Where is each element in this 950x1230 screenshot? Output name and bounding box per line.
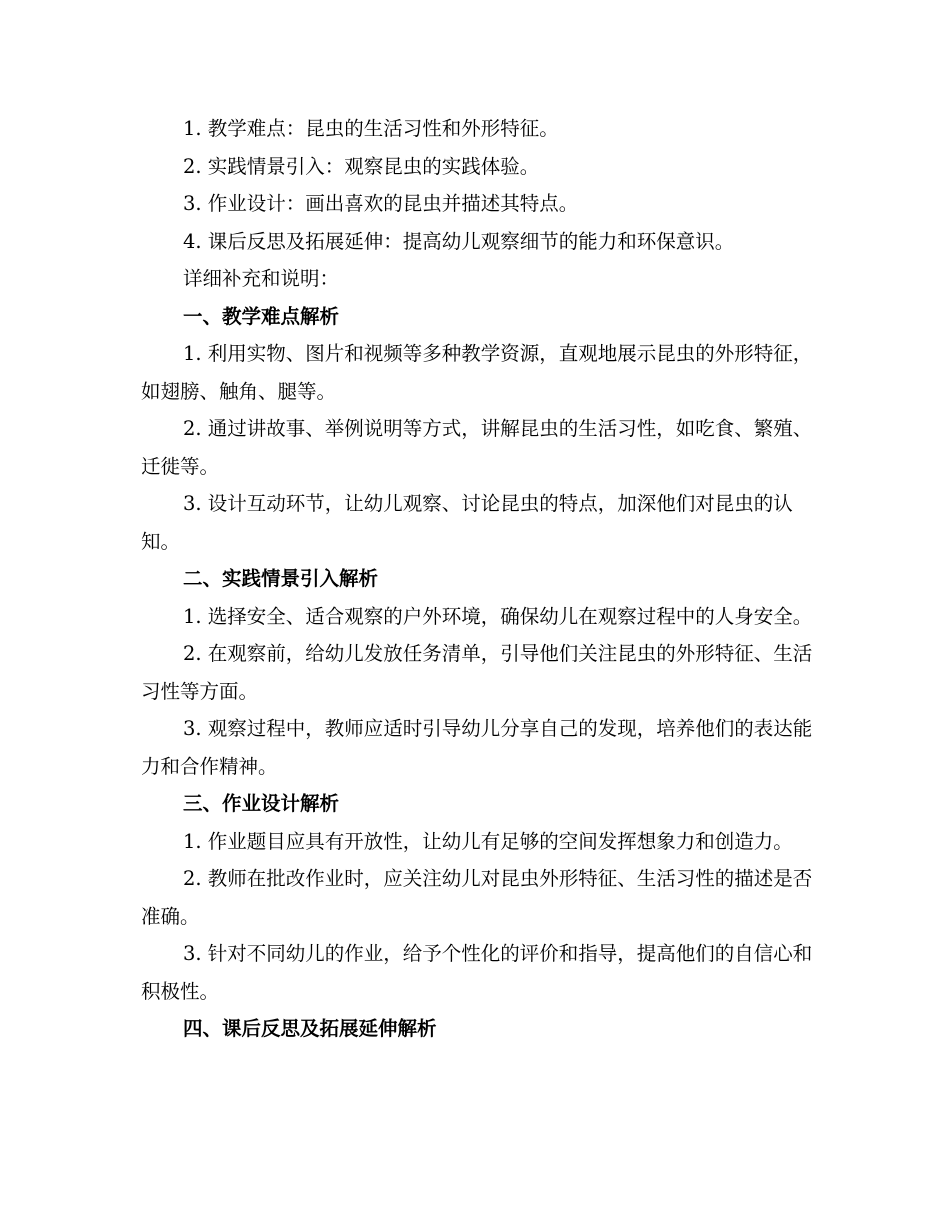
document-body — [141, 110, 813, 1048]
section-heading-2: 二、实践情景引入解析 — [183, 567, 379, 590]
intro-text: 详细补充和说明： — [183, 267, 340, 290]
section-heading-1: 一、教学难点解析 — [183, 304, 340, 328]
summary-item-2: 2. 实践情景引入：观察昆虫的实践体验。 — [183, 154, 540, 178]
section-heading-3: 三、作业设计解析 — [183, 792, 340, 815]
section-3-paragraph-3: 3. 针对不同幼儿的作业，给予个性化的评价和指导，提高他们的自信心和积极性。 — [141, 942, 813, 1003]
section-2-paragraph-2: 2. 在观察前，给幼儿发放任务清单，引导他们关注昆虫的外形特征、生活习性等方面。 — [141, 642, 813, 703]
summary-item-4: 4. 课后反思及拓展延伸：提高幼儿观察细节的能力和环保意识。 — [183, 229, 735, 253]
section-2-paragraph-3: 3. 观察过程中，教师应适时引导幼儿分享自己的发现，培养他们的表达能力和合作精神。 — [141, 717, 813, 778]
section-heading-4: 四、课后反思及拓展延伸解析 — [183, 1017, 437, 1040]
section-3-paragraph-2: 2. 教师在批改作业时，应关注幼儿对昆虫外形特征、生活习性的描述是否准确。 — [141, 867, 813, 928]
section-1-paragraph-2: 2. 通过讲故事、举例说明等方式，讲解昆虫的生活习性，如吃食、繁殖、迁徙等。 — [141, 417, 813, 478]
section-1-paragraph-3: 3. 设计互动环节，让幼儿观察、讨论昆虫的特点，加深他们对昆虫的认知。 — [141, 492, 793, 553]
section-3-paragraph-1: 1. 作业题目应具有开放性，让幼儿有足够的空间发挥想象力和创造力。 — [183, 829, 793, 853]
section-1-paragraph-1: 1. 利用实物、图片和视频等多种教学资源，直观地展示昆虫的外形特征，如翅膀、触角、腿等。 — [141, 342, 813, 403]
section-2-paragraph-1: 1. 选择安全、适合观察的户外环境，确保幼儿在观察过程中的人身安全。 — [183, 604, 813, 628]
summary-item-1: 1. 教学难点：昆虫的生活习性和外形特征。 — [183, 117, 559, 140]
summary-item-3: 3. 作业设计：画出喜欢的昆虫并描述其特点。 — [183, 192, 579, 215]
